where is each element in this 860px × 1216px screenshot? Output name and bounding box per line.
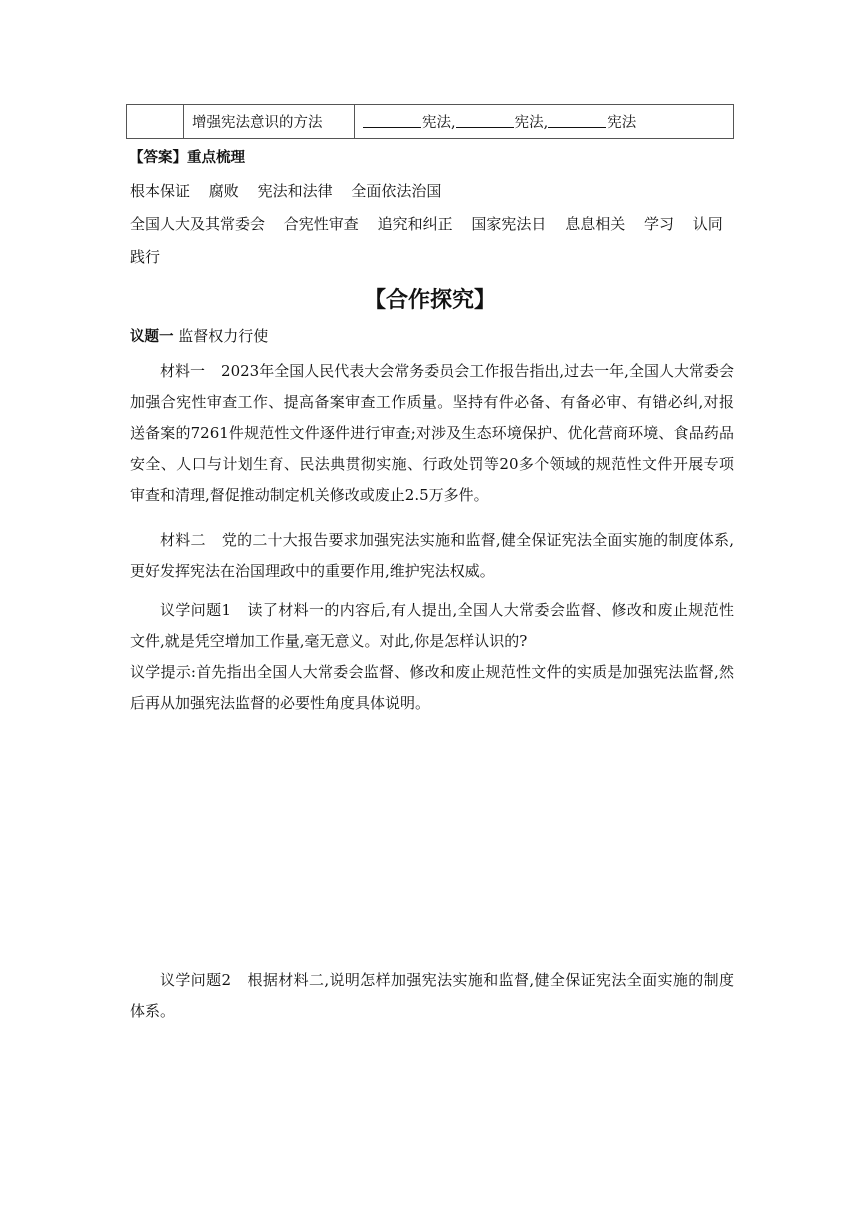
answer-item: 息息相关 xyxy=(565,215,626,233)
hint-1-paragraph: 议学提示:首先指出全国人大常委会监督、修改和废止规范性文件的实质是加强宪法监督,然后再从加强宪法监督的必要性角度具体说明。 xyxy=(130,663,734,712)
table-cell-label: 增强宪法意识的方法 xyxy=(184,105,355,139)
answer-item: 全面依法治国 xyxy=(351,182,442,200)
material-1-label: 材料一 xyxy=(160,362,206,380)
material-1-text: 2023年全国人民代表大会常务委员会工作报告指出,过去一年,全国人大常委会加强合宪性审查工作、提高备案审查工作质量。坚持有件必备、有备必审、有错必纠,对报送备案的7261件规范性文件逐件进行审查;对涉及生态环境保护、优化营商环境、食品药品安全、人口与计划生育、民法典贯彻实施、行政处罚等20多个领域的规范性文件开展专项审查和清理,督促推动制定机关修改或废止2.5万多件。 xyxy=(130,362,734,504)
table-cell-blanks xyxy=(355,105,734,139)
answer-item: 学习 xyxy=(643,215,674,233)
question-2-text: 根据材料二,说明怎样加强宪法实施和监督,健全保证宪法全面实施的制度体系。 xyxy=(130,971,735,1020)
answer-item: 认同 xyxy=(692,215,723,233)
material-2-paragraph xyxy=(130,525,734,587)
question-2-paragraph xyxy=(130,965,734,1027)
answer-item: 宪法和法律 xyxy=(257,182,333,200)
fill-blank-2[interactable] xyxy=(456,126,514,128)
answer-heading: 【答案】重点梳理 xyxy=(129,149,245,166)
section-title: 【合作探究】 xyxy=(363,288,496,313)
answer-item: 追究和纠正 xyxy=(377,215,453,233)
topic-heading xyxy=(130,325,268,346)
material-2-text: 党的二十大报告要求加强宪法实施和监督,健全保证宪法全面实施的制度体系,更好发挥宪法在治国理政中的重要作用,维护宪法权威。 xyxy=(130,531,734,580)
answer-item: 全国人大及其常委会 xyxy=(130,215,266,233)
answer-line-1 xyxy=(130,180,730,201)
material-2-label: 材料二 xyxy=(160,531,206,549)
table-row xyxy=(127,105,734,139)
answer-item: 合宪性审查 xyxy=(283,215,359,233)
topic-text: 监督权力行使 xyxy=(178,327,269,345)
fill-blank-3[interactable] xyxy=(548,126,606,128)
question-1-text: 读了材料一的内容后,有人提出,全国人大常委会监督、修改和废止规范性文件,就是凭空增加工作量,毫无意义。对此,你是怎样认识的? xyxy=(130,601,735,650)
question-2-label: 议学问题2 xyxy=(160,971,232,989)
blank-suffix-3: 宪法 xyxy=(607,115,637,131)
material-1-paragraph xyxy=(130,356,734,511)
answer-line-3: 践行 xyxy=(130,248,161,266)
table-cell-empty xyxy=(127,105,184,139)
answer-item: 国家宪法日 xyxy=(471,215,547,233)
question-1-label: 议学问题1 xyxy=(160,601,232,619)
answer-item: 根本保证 xyxy=(130,182,191,200)
methods-table xyxy=(126,104,734,139)
fill-blank-1[interactable] xyxy=(363,126,421,128)
question-1-paragraph xyxy=(130,595,734,657)
answer-item: 腐败 xyxy=(208,182,239,200)
blank-suffix-2: 宪法, xyxy=(514,115,549,131)
blank-suffix-1: 宪法, xyxy=(422,115,456,131)
answer-line-2 xyxy=(130,213,730,234)
topic-label: 议题一 xyxy=(130,329,174,345)
